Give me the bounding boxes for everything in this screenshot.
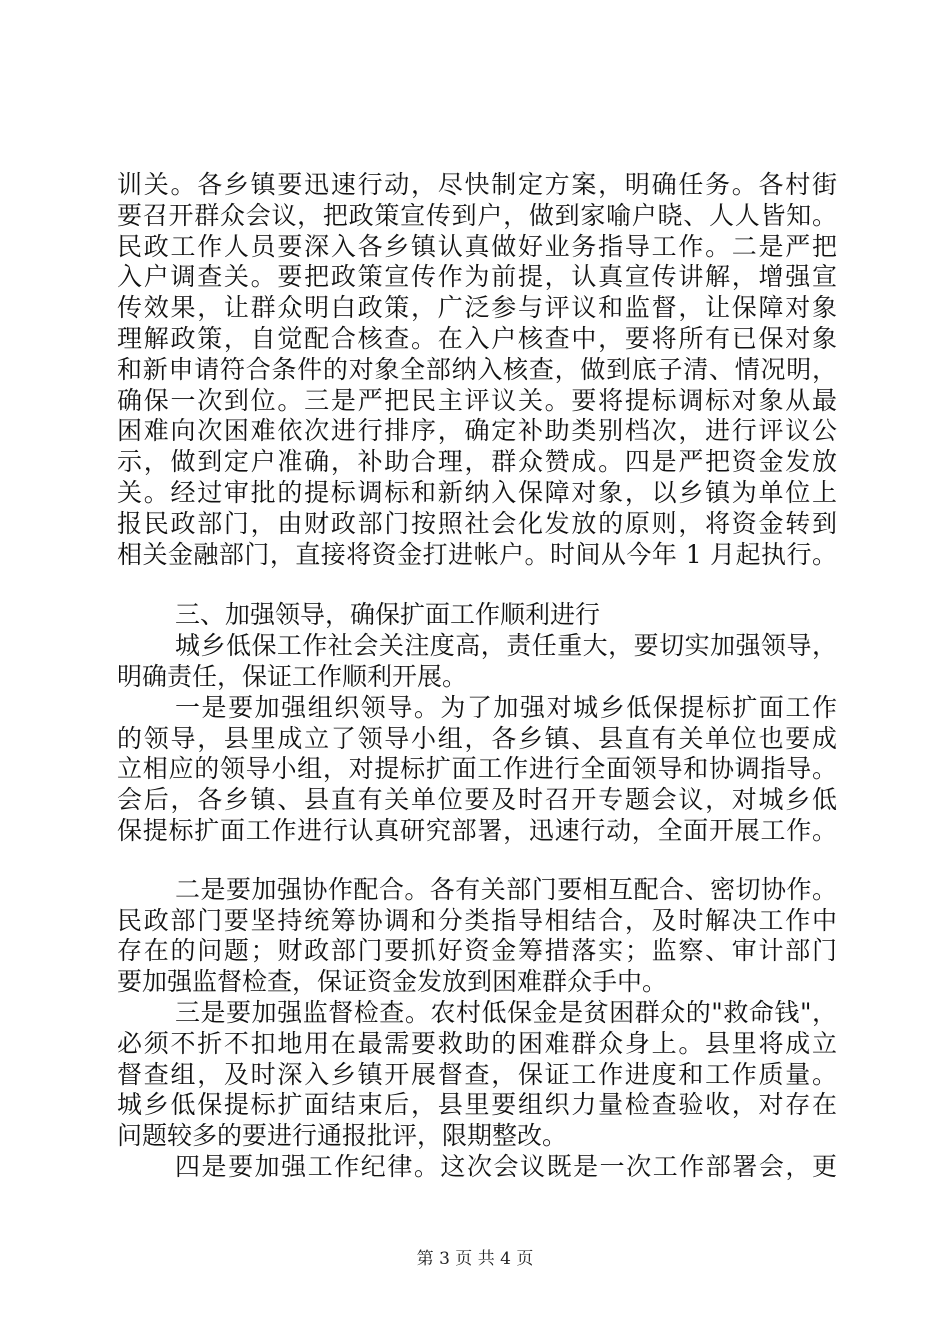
- text-line: 民政部门要坚持统筹协调和分类指导相结合，及时解决工作中: [117, 905, 837, 935]
- text-line: 四是要加强工作纪律。这次会议既是一次工作部署会，更: [175, 1151, 837, 1181]
- page-number: 第 3 页 共 4 页: [416, 1249, 534, 1269]
- text-line: 一是要加强组织领导。为了加强对城乡低保提标扩面工作: [175, 692, 837, 722]
- text-line: 明确责任，保证工作顺利开展。: [117, 661, 468, 691]
- paragraph-gap: [117, 570, 837, 600]
- body-text: [117, 170, 837, 1183]
- text-line: 问题较多的要进行通报批评，限期整改。: [117, 1121, 568, 1151]
- text-line: 训关。各乡镇要迅速行动，尽快制定方案，明确任务。各村街: [117, 170, 837, 199]
- text-line: 督查组，及时深入乡镇开展督查，保证工作进度和工作质量。: [117, 1059, 837, 1089]
- text-line: 确保一次到位。三是严把民主评议关。要将提标调标对象从最: [117, 385, 837, 415]
- text-line: 报民政部门，由财政部门按照社会化发放的原则，将资金转到: [117, 508, 837, 538]
- text-line: 的领导，县里成立了领导小组，各乡镇、县直有关单位也要成: [117, 723, 837, 753]
- text-line: 存在的问题；财政部门要抓好资金筹措落实；监察、审计部门: [117, 936, 837, 966]
- text-line: 关。经过审批的提标调标和新纳入保障对象，以乡镇为单位上: [117, 477, 837, 507]
- text-line: 民政工作人员要深入各乡镇认真做好业务指导工作。二是严把: [117, 231, 837, 261]
- text-line: 入户调查关。要把政策宣传作为前提，认真宣传讲解，增强宣: [117, 262, 837, 292]
- text-line: 三是要加强监督检查。农村低保金是贫困群众的"救命钱"，: [175, 997, 837, 1027]
- text-line: 必须不折不扣地用在最需要救助的困难群众身上。县里将成立: [117, 1028, 837, 1058]
- text-line: 理解政策，自觉配合核查。在入户核查中，要将所有已保对象: [117, 323, 837, 353]
- text-line: 示，做到定户准确，补助合理，群众赞成。四是严把资金发放: [117, 447, 837, 477]
- text-line: 立相应的领导小组，对提标扩面工作进行全面领导和协调指导。: [117, 754, 837, 784]
- paragraph-gap: [117, 847, 837, 875]
- text-line: 保提标扩面工作进行认真研究部署，迅速行动，全面开展工作。: [117, 815, 837, 845]
- text-line: 城乡低保提标扩面结束后，县里要组织力量检查验收，对存在: [117, 1090, 837, 1120]
- text-line: 要召开群众会议，把政策宣传到户，做到家喻户晓、人人皆知。: [117, 200, 837, 230]
- text-line: 和新申请符合条件的对象全部纳入核查，做到底子清、情况明，: [117, 354, 837, 384]
- text-line: 城乡低保工作社会关注度高，责任重大，要切实加强领导，: [175, 631, 837, 661]
- text-line: 二是要加强协作配合。各有关部门要相互配合、密切协作。: [175, 874, 837, 904]
- text-line: 传效果，让群众明白政策，广泛参与评议和监督，让保障对象: [117, 293, 837, 323]
- text-line: 困难向次困难依次进行排序，确定补助类别档次，进行评议公: [117, 416, 837, 446]
- text-line: 相关金融部门，直接将资金打进帐户。时间从今年 1 月起执行。: [117, 539, 837, 569]
- text-line: 会后，各乡镇、县直有关单位要及时召开专题会议，对城乡低: [117, 785, 837, 815]
- text-line: 要加强监督检查，保证资金发放到困难群众手中。: [117, 967, 668, 997]
- section-heading: 三、加强领导，确保扩面工作顺利进行: [175, 600, 601, 630]
